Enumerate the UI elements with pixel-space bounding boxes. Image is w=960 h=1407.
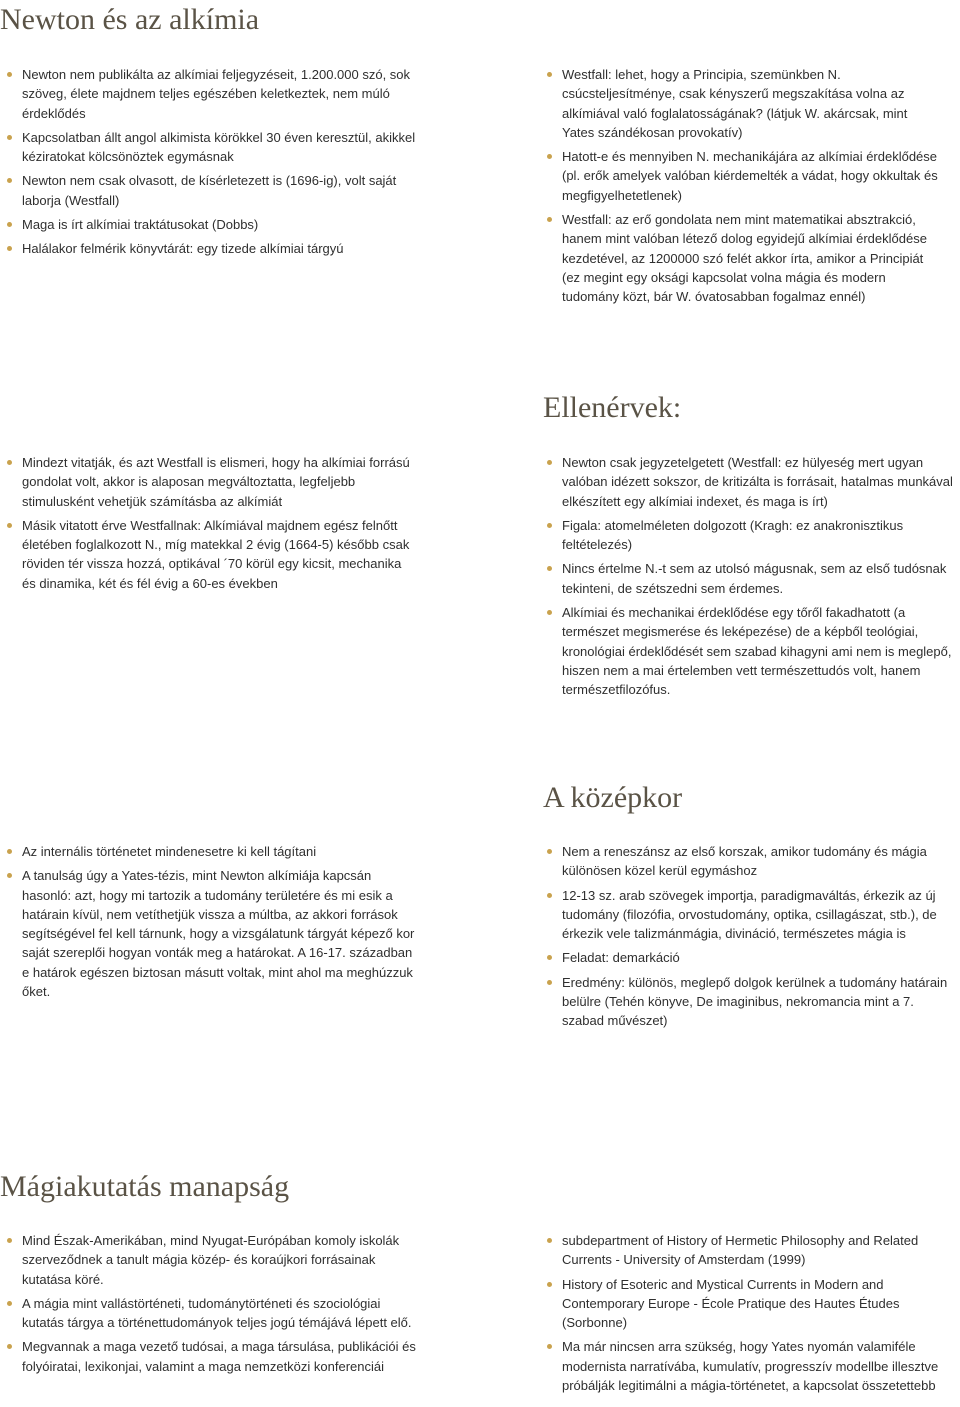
list-item: Ma már nincsen arra szükség, hogy Yates nyomán valamiféle modernista narratívába, kumulatív, progresszív modellbe illesztve próbálják legitimálni a mágia-történetet, a kapcsolat összetettebb xyxy=(544,1337,956,1395)
list-item: Másik vitatott érve Westfallnak: Alkímiával majdnem egész felnőtt életében foglalkozott N., míg matekkal 2 évig (1664-5) később csak röviden tér vissza hozzá, optikával ´70 körül egy kicsit, mechanika és dinamika, két és fél évig a 60-es években xyxy=(4,516,416,593)
bullet-list xyxy=(4,453,416,598)
list-item: A tanulság úgy a Yates-tézis, mint Newton alkímiája kapcsán hasonló: azt, hogy mi tartozik a tudomány területére és mi esik a határain kívül, nem vetíthetjük vissza a múltba, az akkori források segítségével fel kell tárnunk, hogy a vizsgálatunk tárgyát képező kor saját szereplői hogyan vonták meg a határokat. A 16-17. században e határok egészen biztosan másutt voltak, mint ahol ma meghúzzuk őket. xyxy=(4,866,416,1001)
list-item: Kapcsolatban állt angol alkimista körökkel 30 éven keresztül, akikkel kéziratokat kölcsönöztek egymásnak xyxy=(4,128,416,167)
bullet-list xyxy=(4,65,416,264)
list-item: Megvannak a maga vezető tudósai, a maga társulása, publikációi és folyóiratai, lexikonjai, valamint a maga nemzetközi konferenciái xyxy=(4,1337,416,1376)
list-item: Mind Észak-Amerikában, mind Nyugat-Európában komoly iskolák szerveződnek a tanult mágia közép- és koraújkori forrásainak kutatása köré. xyxy=(4,1231,416,1289)
list-item: Newton nem publikálta az alkímiai feljegyzéseit, 1.200.000 szó, sok szöveg, élete majdnem teljes egészében keletkeztek, nem múló érdeklődés xyxy=(4,65,416,123)
list-item: Figala: atomelméleten dolgozott (Kragh: ez anakronisztikus feltételezés) xyxy=(544,516,956,555)
section-title: Newton és az alkímia xyxy=(0,3,260,36)
list-item: Nincs értelme N.-t sem az utolsó mágusnak, sem az első tudósnak tekinteni, de szétszedni sem érdemes. xyxy=(544,559,956,598)
list-item: Az internális történetet mindenesetre ki kell tágítani xyxy=(4,842,416,861)
list-item: Maga is írt alkímiai traktátusokat (Dobbs) xyxy=(4,215,416,234)
list-item: Nem a reneszánsz az első korszak, amikor tudomány és mágia különösen közel kerül egymáshoz xyxy=(544,842,956,881)
bullet-list xyxy=(544,453,956,705)
list-item: Newton csak jegyzetelgetett (Westfall: ez hülyeség mert ugyan valóban idézett sokszor, de kritizálta is forrásait, hatalmas munkával elkészített egy alkímiai indexet, és maga is írt) xyxy=(544,453,956,511)
section-title: Mágiakutatás manapság xyxy=(0,1170,290,1203)
bullet-list xyxy=(544,65,942,312)
list-item: Westfall: lehet, hogy a Principia, szemünkben N. csúcsteljesítménye, csak kényszerű megszakítása volna az alkímiával való foglalatosságának? (látjuk W. akárcsak, mint Yates szándékosan provokatív) xyxy=(544,65,942,142)
list-item: History of Esoteric and Mystical Currents in Modern and Contemporary Europe - École Pratique des Hautes Études (Sorbonne) xyxy=(544,1275,956,1333)
list-item: Alkímiai és mechanikai érdeklődése egy tőről fakadhatott (a természet megismerése és leképezése) de a képből teológiai, kronológiai érdeklődését sem szabad kihagyni ami nem is meglepő, hiszen nem a mai értelemben vett természettudós volt, hanem természetfilozófus. xyxy=(544,603,956,699)
section-title: A középkor xyxy=(543,781,683,814)
list-item: Hatott-e és mennyiben N. mechanikájára az alkímiai érdeklődése (pl. erők amelyek valóban kiérdemelték a vádat, hogy okkultak és megfigyelhetetlenek) xyxy=(544,147,942,205)
bullet-list xyxy=(544,1231,956,1400)
bullet-list xyxy=(4,1231,416,1381)
list-item: Westfall: az erő gondolata nem mint matematikai absztrakció, hanem mint valóban létező dolog egyidejű alkímiai érdeklődése kezdetével, az 1200000 szó felét akkor írta, amikor a Principiát (ez megint egy oksági kapcsolat volna mágia és modern tudomány közt, bár W. óvatosabban fogalmaz ennél) xyxy=(544,210,942,306)
list-item: 12-13 sz. arab szövegek importja, paradigmaváltás, érkezik az új tudomány (filozófia, orvostudomány, optika, csillagászat, stb.), de érkezik vele talizmánmágia, divináció, természetes mágia is xyxy=(544,886,956,944)
list-item: Newton nem csak olvasott, de kísérletezett is (1696-ig), volt saját laborja (Westfall) xyxy=(4,171,416,210)
list-item: Feladat: demarkáció xyxy=(544,948,956,967)
list-item: Eredmény: különös, meglepő dolgok kerülnek a tudomány határain belülre (Tehén könyve, De imaginibus, nekromancia mint a 7. szabad művészet) xyxy=(544,973,956,1031)
list-item: Mindezt vitatják, és azt Westfall is elismeri, hogy ha alkímiai forrású gondolat volt, akkor is alaposan megváltoztatta, legfeljebb stimulusként vehetjük számításba az alkímiát xyxy=(4,453,416,511)
list-item: A mágia mint vallástörténeti, tudománytörténeti és szociológiai kutatás tárgya a történettudományok teljes jogú témájává lépett elő. xyxy=(4,1294,416,1333)
list-item: subdepartment of History of Hermetic Philosophy and Related Currents - University of Amsterdam (1999) xyxy=(544,1231,956,1270)
bullet-list xyxy=(544,842,956,1036)
list-item: Halálakor felmérik könyvtárát: egy tizede alkímiai tárgyú xyxy=(4,239,416,258)
section-title: Ellenérvek: xyxy=(543,391,682,424)
bullet-list xyxy=(4,842,416,1006)
